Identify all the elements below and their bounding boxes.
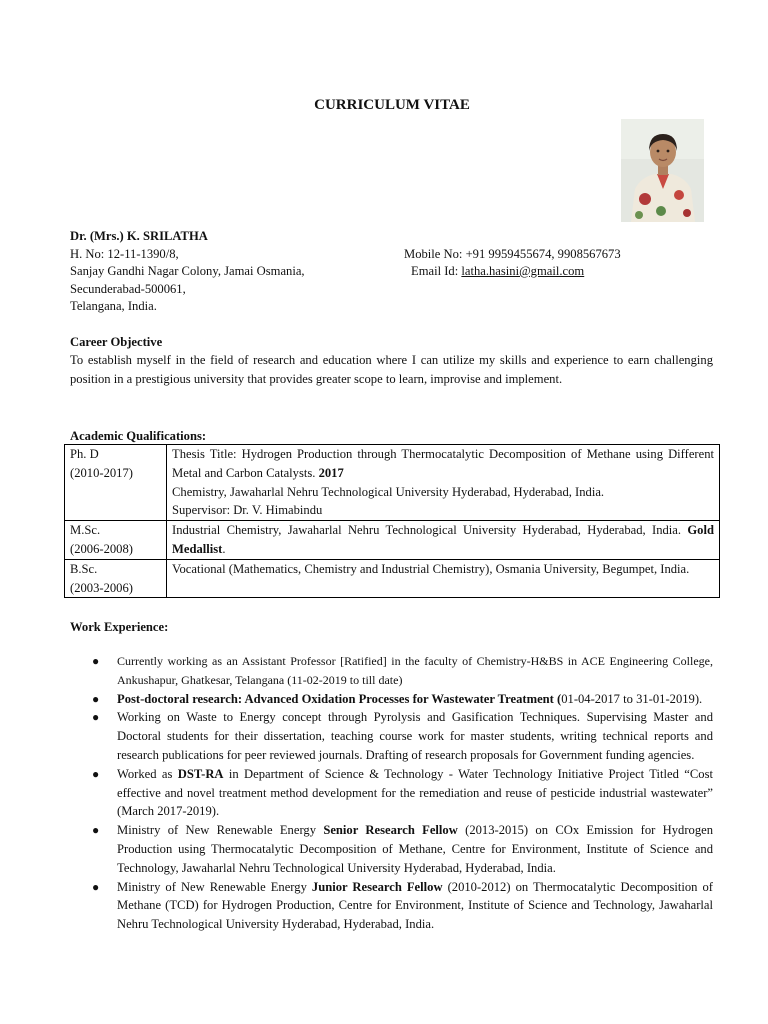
gold-medal: Gold Medallist xyxy=(172,523,714,556)
msc-text: Industrial Chemistry, Jawaharlal Nehru Technological University Hyderabad, Hyderabad, India. xyxy=(172,523,688,538)
list-item xyxy=(70,821,713,877)
work-list xyxy=(70,652,713,934)
thesis-line xyxy=(172,445,714,483)
table-row xyxy=(65,521,720,560)
bullet-icon: ● xyxy=(92,823,100,838)
degree-name: M.Sc. xyxy=(70,523,101,538)
bullet-icon: ● xyxy=(92,691,100,706)
details-cell xyxy=(167,445,720,521)
item-bold: Senior Research Fellow xyxy=(323,823,458,838)
academic-heading: Academic Qualifications: xyxy=(70,429,207,443)
degree-cell xyxy=(65,521,167,560)
bullet-icon: ● xyxy=(92,654,100,668)
email-link[interactable]: latha.hasini@gmail.com xyxy=(461,264,585,278)
profile-photo xyxy=(621,119,704,222)
list-item xyxy=(70,690,713,709)
address-line-2: Sanjay Gandhi Nagar Colony, Jamai Osmania, xyxy=(70,264,305,278)
msc-after: . xyxy=(222,541,226,556)
address-line-3: Secunderabad-500061, xyxy=(70,282,186,296)
item-text: Working on Waste to Energy concept through Pyrolysis and Gasification Techniques. Supervising Master and Doctoral students for their dissertation, teaching course work for master students, writing technical reports and research publications for peer reviewed journals. Drafting of research proposals for Government funding agencies. xyxy=(117,710,713,762)
bullet-icon: ● xyxy=(92,879,100,894)
item-text: Currently working as an Assistant Professor [Ratified] in the faculty of Chemistry-H&BS in ACE Engineering College, Ankushapur, Ghatkesar, Telangana (11-02-2019 to till date) xyxy=(117,654,713,687)
details-cell xyxy=(167,559,720,598)
career-objective-heading: Career Objective xyxy=(70,335,163,349)
degree-years: (2006-2008) xyxy=(70,541,133,556)
address-line-1: H. No: 12-11-1390/8, xyxy=(70,247,179,261)
address-line-4: Telangana, India. xyxy=(70,299,157,313)
table-row xyxy=(65,559,720,598)
work-heading: Work Experience: xyxy=(70,620,169,634)
table-row xyxy=(65,445,720,521)
email-label: Email Id: xyxy=(411,264,462,278)
degree-cell xyxy=(65,559,167,598)
item-text: Worked as xyxy=(117,766,178,781)
thesis-text: Thesis Title: Hydrogen Production through Thermocatalytic Decomposition of Methane using Different Metal and Carbon Catalysts. xyxy=(172,447,714,480)
degree-name: B.Sc. xyxy=(70,561,98,576)
email-row xyxy=(411,262,584,281)
degree-cell xyxy=(65,445,167,521)
qualifications-table xyxy=(64,444,720,598)
item-text: (2013-2015) on COx Emission for Hydrogen Production using Thermocatalytic Decomposition of Methane, Centre for Environment, Institute of Science and Technology, Jawaharlal Nehru Technological University Hyderabad, Hyderabad, India. xyxy=(117,823,713,875)
career-objective-text: To establish myself in the field of research and education where I can utilize my skills and experience to earn challenging position in a prestigious university that provides greater scope to learn, improvise and implement. xyxy=(70,353,713,386)
msc-line xyxy=(172,521,714,559)
person-photo-icon xyxy=(621,119,704,222)
supervisor-line: Supervisor: Dr. V. Himabindu xyxy=(172,503,323,518)
document-title: CURRICULUM VITAE xyxy=(314,97,470,113)
degree-years: (2010-2017) xyxy=(70,465,133,480)
university-line: Chemistry, Jawaharlal Nehru Technological University Hyderabad, Hyderabad, India. xyxy=(172,484,605,499)
degree-name: Ph. D xyxy=(70,447,99,461)
item-text: 01-04-2017 to 31-01-2019). xyxy=(561,691,703,706)
bullet-icon: ● xyxy=(92,710,100,725)
item-text: (2010-2012) on Thermocatalytic Decomposition of Methane (TCD) for Hydrogen Production, Centre for Environment, Institute of Science and Technology, Jawaharlal Nehru Technological University Hyderabad, Hyderabad, India. xyxy=(117,879,713,932)
item-text: Ministry of New Renewable Energy xyxy=(117,879,312,894)
candidate-name: Dr. (Mrs.) K. SRILATHA xyxy=(70,229,208,243)
item-bold: Junior Research Fellow xyxy=(311,879,443,894)
degree-years: (2003-2006) xyxy=(70,580,133,595)
item-text: in Department of Science & Technology - Water Technology Initiative Project Titled “Cost effective and novel treatment method development for the remediation and reuse of pesticide industrial wastewater” (March 2017-2019). xyxy=(117,766,713,819)
list-item xyxy=(70,708,713,764)
item-bold: DST-RA xyxy=(177,766,224,781)
item-bold: Post-doctoral research: Advanced Oxidation Processes for Wastewater Treatment ( xyxy=(117,691,562,706)
list-item xyxy=(70,765,713,821)
thesis-year: 2017 xyxy=(318,465,344,480)
bsc-line: Vocational (Mathematics, Chemistry and Industrial Chemistry), Osmania University, Begumpet, India. xyxy=(172,561,690,576)
details-cell xyxy=(167,521,720,560)
item-text: Ministry of New Renewable Energy xyxy=(117,823,324,838)
list-item xyxy=(70,652,713,690)
bullet-icon: ● xyxy=(92,766,100,781)
list-item xyxy=(70,878,713,934)
mobile-number: Mobile No: +91 9959455674, 9908567673 xyxy=(404,247,621,261)
